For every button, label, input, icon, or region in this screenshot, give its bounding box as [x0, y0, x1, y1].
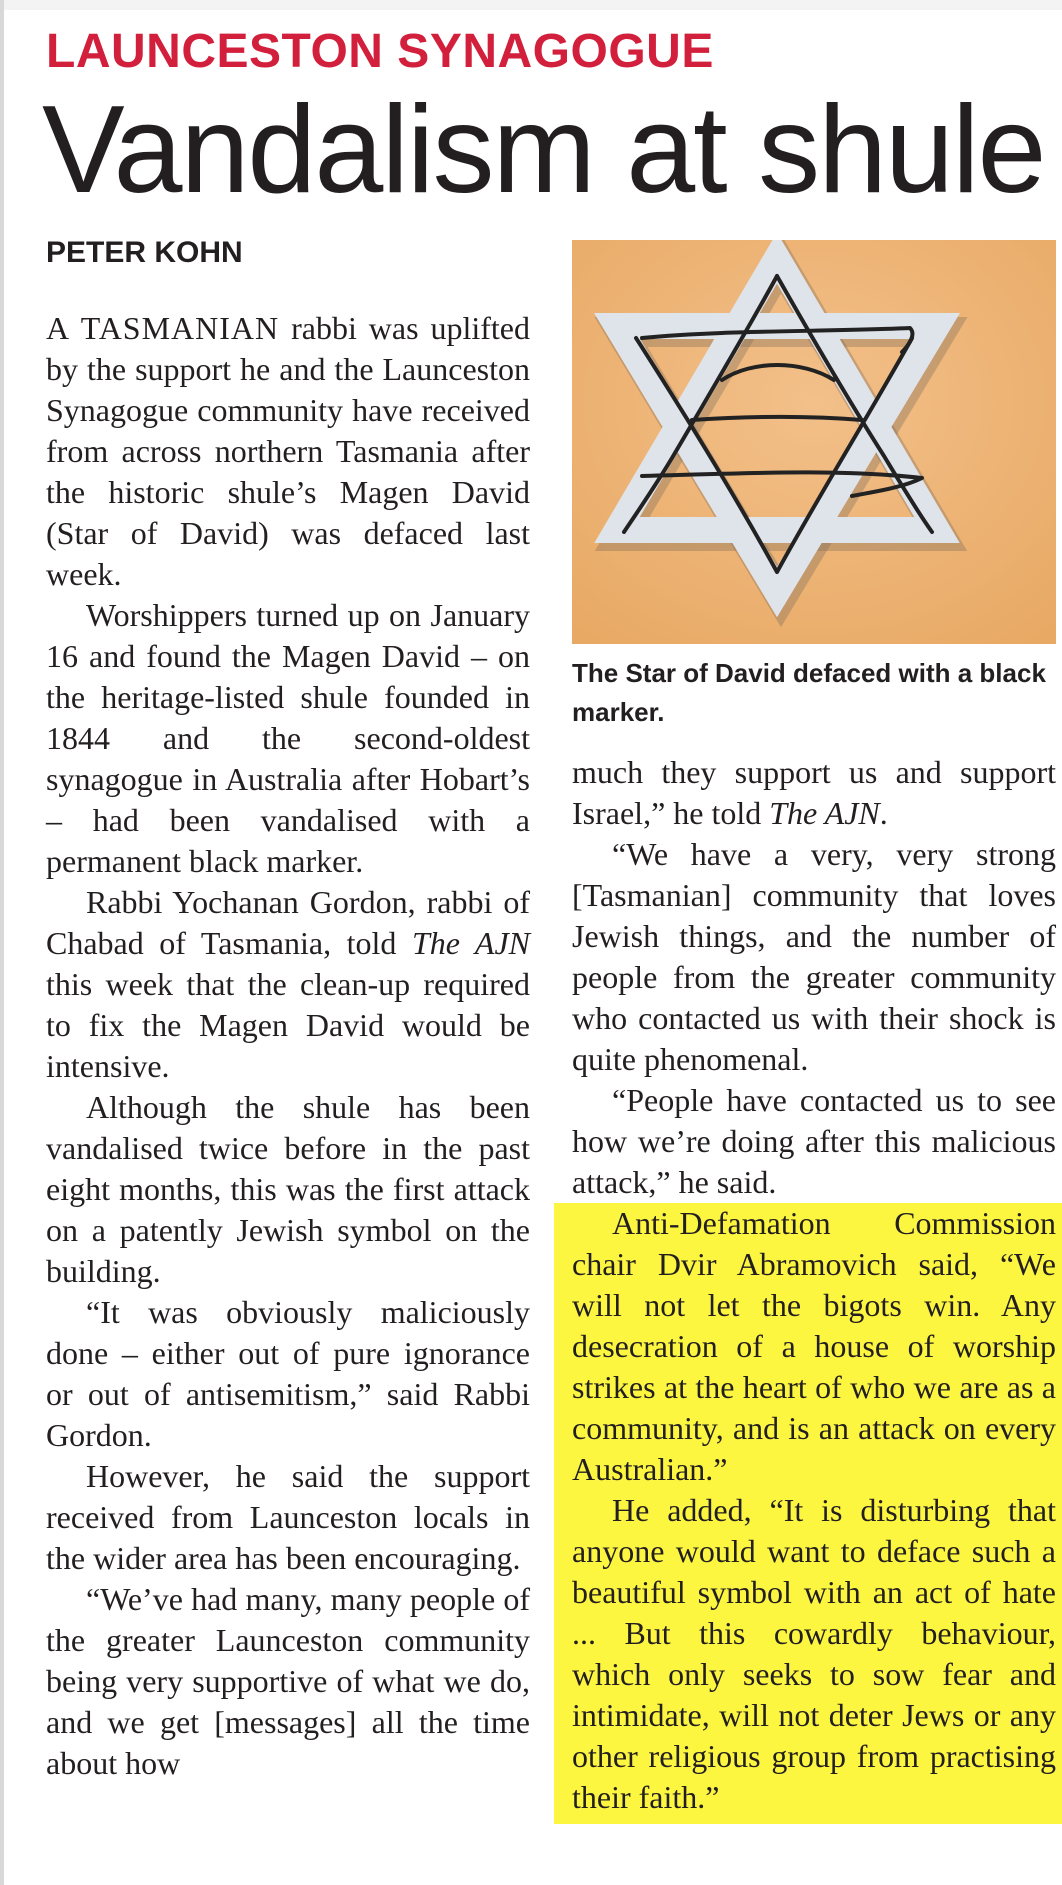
paragraph: He added, “It is disturbing that anyone would want to deface such a beautiful symbol with an act of hate ... But this cowardly behaviour, which only seeks to sow fear and intimidate, will not deter Jews or any other religious group from practising their faith.”	[572, 1492, 1056, 1815]
article-column-right	[572, 752, 1056, 1824]
paragraph-text: this week that the clean-up required to fix the Magen David would be intensive.	[46, 966, 530, 1084]
paragraph: “It was obviously maliciously done – either out of pure ignorance or out of antisemitism,” said Rabbi Gordon.	[46, 1294, 530, 1453]
lead-in: A TASMANIAN	[46, 310, 280, 346]
paragraph: Anti-Defamation Commission chair Dvir Abramovich said, “We will not let the bigots win. Any desecration of a house of worship strikes at the heart of who we are as a community, and is an attack on every Australian.”	[572, 1205, 1056, 1487]
paragraph: “We have a very, very strong [Tasmanian] community that loves Jewish things, and the number of people from the greater community who contacted us with their shock is quite phenomenal.	[572, 836, 1056, 1077]
paragraph: Worshippers turned up on January 16 and found the Magen David – on the heritage-listed shule founded in 1844 and the second-oldest synagogue in Australia after Hobart’s – had been vandalised with a permanent black marker.	[46, 597, 530, 879]
publication-name: The AJN	[769, 795, 880, 831]
paragraph-text: much they support us and support Israel,” he told	[572, 754, 1056, 831]
publication-name: The AJN	[411, 925, 531, 961]
article-headline: Vandalism at shule	[42, 81, 1045, 219]
highlighted-passage	[554, 1203, 1062, 1824]
paragraph	[46, 308, 530, 595]
article-kicker: LAUNCESTON SYNAGOGUE	[46, 25, 714, 78]
page-edge-left	[0, 0, 4, 1885]
paragraph-text: rabbi was uplifted by the support he and the Launceston Synagogue community have received from across northern Tasmania after the historic shule’s Magen David (Star of David) was defaced last week.	[46, 310, 530, 592]
article-byline: PETER KOHN	[46, 236, 243, 269]
paragraph: “We’ve had many, many people of the greater Launceston community being very supportive of what we do, and we get [messages] all the time about how	[46, 1581, 530, 1781]
paragraph-text: .	[879, 795, 888, 831]
star-of-david-icon	[572, 240, 1056, 644]
paragraph: However, he said the support received from Launceston locals in the wider area has been encouraging.	[46, 1458, 530, 1576]
paragraph: Although the shule has been vandalised twice before in the past eight months, this was the first attack on a patently Jewish symbol on the building.	[46, 1089, 530, 1289]
paragraph	[572, 752, 1056, 834]
paragraph	[46, 882, 530, 1087]
star-of-david-defaced-photo	[572, 240, 1056, 644]
page-edge-top	[0, 0, 1062, 10]
paragraph: “People have contacted us to see how we’re doing after this malicious attack,” he said.	[572, 1082, 1056, 1200]
photo-caption: The Star of David defaced with a black marker.	[572, 658, 1046, 727]
article-column-left	[46, 308, 530, 1784]
paragraph-text: Rabbi Yochanan Gordon, rabbi of Chabad of Tasmania, told	[46, 884, 530, 961]
